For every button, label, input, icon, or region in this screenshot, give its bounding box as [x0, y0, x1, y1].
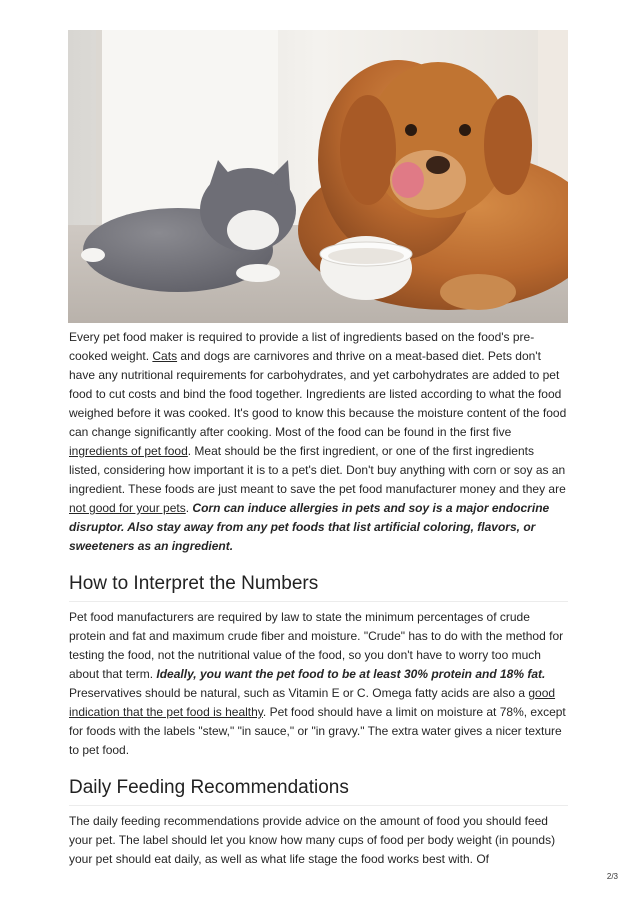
not-good-link[interactable]: not good for your pets: [69, 501, 186, 515]
intro-text-2: and dogs are carnivores and thrive on a meat-based diet. Pets don't have any nutritional requirements for carbohydrates, and yet carbohydrates are added to pet food to cut costs and bind the food together. Ingredients are listed according to what the food weighed before it was cooked. It's good to know this because the moisture content of the food can change significantly after cooking. Most of the food can be found in the first five: [69, 349, 567, 439]
hero-image: [68, 30, 568, 323]
intro-text-1: Every pet food maker is required to provide a list of ingredients based on the food's pre-cooked weight.: [69, 330, 535, 363]
feeding-paragraph: [69, 812, 568, 869]
cats-link[interactable]: Cats: [152, 349, 178, 363]
numbers-text-3: . Pet food should have a limit on moisture at 78%, except for foods with the labels "stew," "in sauce," or "in gravy." The extra water gives a nicer texture to pet food.: [69, 705, 566, 757]
feeding-text-1: The daily feeding recommendations provide advice on the amount of food you should feed your pet. The label should let you know how many cups of food per body weight (in pounds) your pet should eat daily, as well as what life stage the food works best with. Of: [69, 814, 556, 866]
intro-bold-text: Corn can induce allergies in pets and soy is a major endocrine disruptor. Also stay away from any pet foods that list artificial coloring, flavors, or sweeteners as an ingredient.: [69, 501, 550, 553]
healthy-link[interactable]: good indication that the pet food is healthy: [69, 686, 556, 719]
numbers-text-2: Preservatives should be natural, such as Vitamin E or C. Omega fatty acids are also a: [69, 686, 529, 700]
intro-paragraph: [69, 328, 568, 556]
page-number: 2/3: [606, 872, 618, 881]
numbers-paragraph: [69, 608, 568, 760]
intro-text-3: . Meat should be the first ingredient, or one of the first ingredients listed, considering how important it is to a pet's diet. Don't buy anything with corn or soy as an ingredient. These foods are just meant to save the pet food manufacturer money and they are: [69, 444, 566, 496]
section-heading-feeding: Daily Feeding Recommendations: [69, 777, 568, 806]
numbers-bold-text: Ideally, you want the pet food to be at least 30% protein and 18% fat.: [156, 667, 546, 681]
article-content: [69, 327, 568, 869]
numbers-text-1: Pet food manufacturers are required by law to state the minimum percentages of crude protein and fat and maximum crude fiber and moisture. "Crude" has to do with the method for testing the food, not the nutritional value of the food, so you don't have to worry too much about that term.: [69, 610, 564, 681]
ingredients-link[interactable]: ingredients of pet food: [69, 444, 188, 458]
section-heading-numbers: How to Interpret the Numbers: [69, 573, 568, 602]
intro-text-4: .: [185, 501, 193, 515]
